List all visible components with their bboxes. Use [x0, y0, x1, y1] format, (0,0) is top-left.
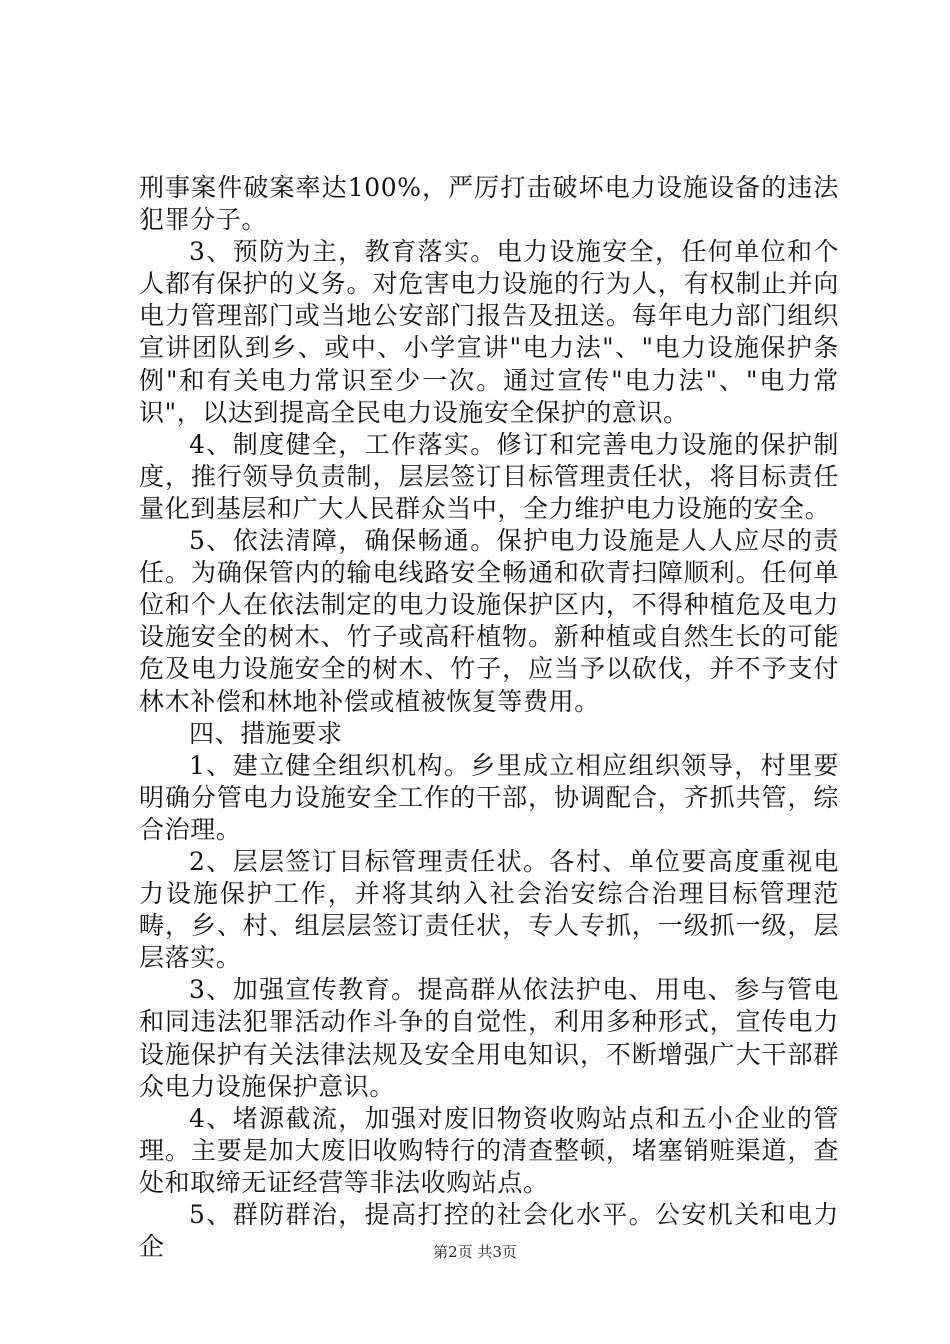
paragraph-publicity: 3、加强宣传教育。提高群从依法护电、用电、参与管电和同违法犯罪活动作斗争的自觉性，利用多种形式，宣传电力设施保护有关法律法规及安全用电知识，不断增强广大干部群众电力设施保护意识。: [139, 975, 839, 1101]
page-number-footer: 第2页 共3页: [433, 1243, 517, 1261]
document-body: [139, 172, 839, 1263]
paragraph-organization: 1、建立健全组织机构。乡里成立相应组织领导，村里要明确分管电力设施安全工作的干部，协调配合，齐抓共管，综合治理。: [139, 750, 839, 844]
paragraph-mass-prevention: 5、群防群治，提高打控的社会化水平。公安机关和电力企: [139, 1200, 839, 1262]
paragraph-prevention-education: 3、预防为主，教育落实。电力设施安全，任何单位和个人都有保护的义务。对危害电力设施的行为人，有权制止并向电力管理部门或当地公安部门报告及扭送。每年电力部门组织宣讲团队到乡、或中、小学宣讲"电力法"、"电力设施保护条例"和有关电力常识至少一次。通过宣传"电力法"、"电力常识"，以达到提高全民电力设施安全保护的意识。: [139, 237, 839, 427]
paragraph-system-sound: 4、制度健全，工作落实。修订和完善电力设施的保护制度，推行领导负责制，层层签订目标管理责任状，将目标责任量化到基层和广大人民群众当中，全力维护电力设施的安全。: [139, 429, 839, 523]
paragraph-clear-obstacles: 5、依法清障，确保畅通。保护电力设施是人人应尽的责任。为确保管内的输电线路安全畅通和砍青扫障顺利。任何单位和个人在依法制定的电力设施保护区内，不得种植危及电力设施安全的树木、竹子或高秆植物。新种植或自然生长的可能危及电力设施安全的树木、竹子，应当予以砍伐，并不予支付林木补偿和林地补偿或植被恢复等费用。: [139, 526, 839, 716]
section-heading-measures: 四、措施要求: [189, 718, 343, 748]
paragraph-continuation: 刑事案件破案率达100%，严厉打击破坏电力设施设备的违法犯罪分子。: [139, 173, 839, 235]
paragraph-source-control: 4、堵源截流，加强对废旧物资收购站点和五小企业的管理。主要是加大废旧收购特行的清查整顿，堵塞销赃渠道，查处和取缔无证经营等非法收购站点。: [139, 1103, 839, 1197]
paragraph-responsibility: 2、层层签订目标管理责任状。各村、单位要高度重视电力设施保护工作，并将其纳入社会治安综合治理目标管理范畴，乡、村、组层层签订责任状，专人专抓，一级抓一级，层层落实。: [139, 846, 839, 973]
